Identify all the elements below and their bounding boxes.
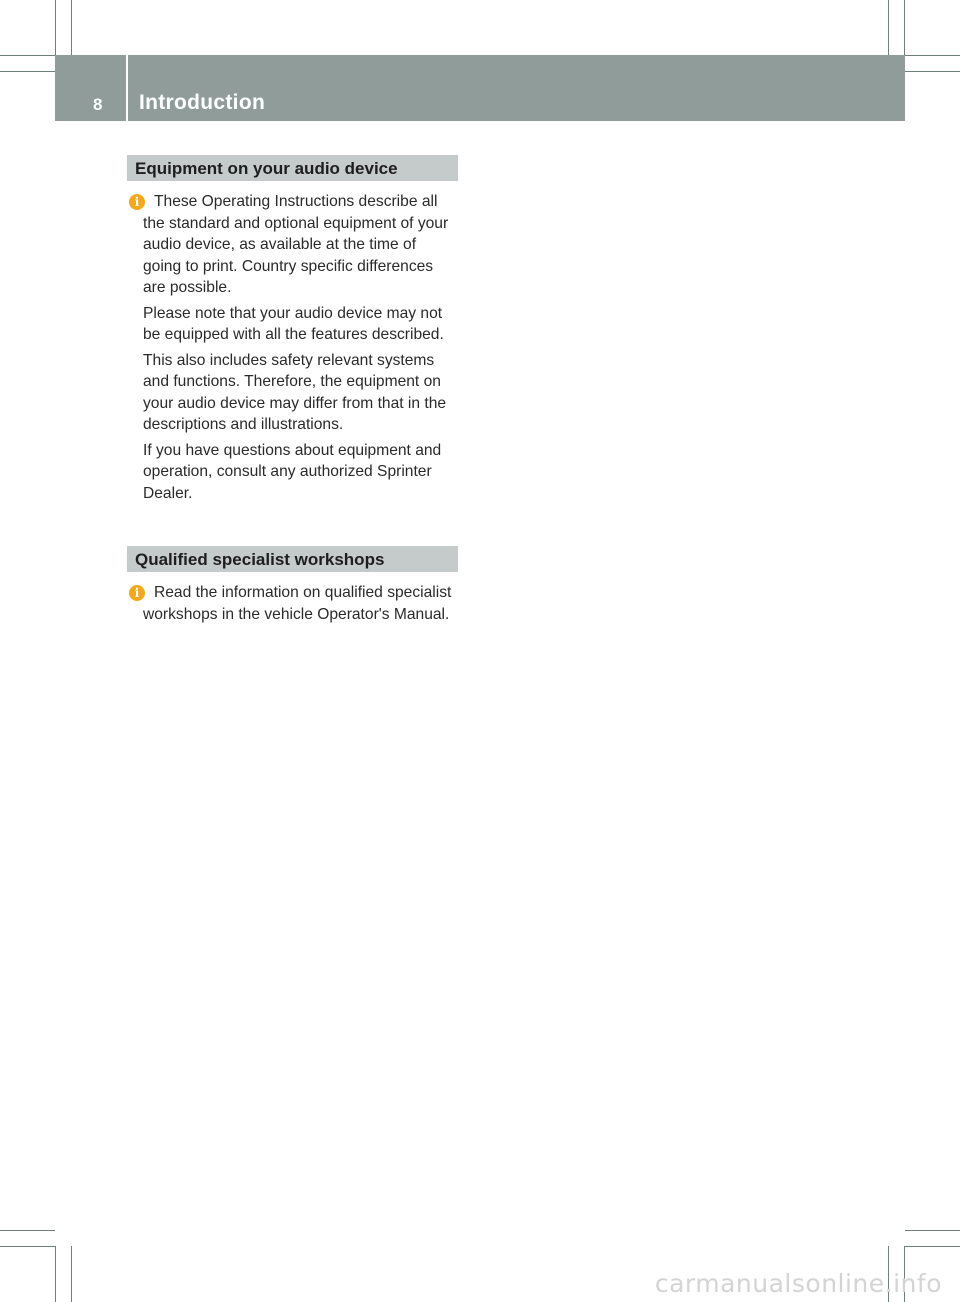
crop-mark xyxy=(0,1230,55,1231)
crop-mark xyxy=(0,1246,55,1247)
crop-mark xyxy=(905,1230,960,1231)
crop-mark xyxy=(904,0,905,55)
paragraph: These Operating Instructions describe all the standard and optional equipment of your audio device, as available at the time of going to print. Country specific differences are possible. xyxy=(143,193,449,296)
section-heading-workshops: Qualified specialist workshops xyxy=(127,546,458,572)
crop-mark xyxy=(905,1246,960,1247)
watermark: carmanualsonline.info xyxy=(654,1269,942,1298)
crop-mark xyxy=(0,55,55,56)
crop-mark xyxy=(71,0,72,55)
crop-mark xyxy=(71,1246,72,1302)
header-divider xyxy=(126,55,128,121)
info-note-equipment xyxy=(127,191,458,504)
paragraph: Please note that your audio device may not be equipped with all the features described. xyxy=(143,304,444,343)
paragraph: Read the information on qualified specialist workshops in the vehicle Operator's Manual. xyxy=(143,584,452,623)
section-heading-equipment: Equipment on your audio device xyxy=(127,155,458,181)
section-title: Introduction xyxy=(139,91,266,114)
page-number: 8 xyxy=(93,95,103,114)
info-icon: i xyxy=(129,194,145,210)
info-note-workshops xyxy=(127,582,458,625)
crop-mark xyxy=(55,1246,56,1302)
crop-mark xyxy=(55,0,56,55)
page-header xyxy=(55,55,905,121)
paragraph: If you have questions about equipment and operation, consult any authorized Sprinter Dealer. xyxy=(143,441,442,502)
crop-mark xyxy=(905,71,960,72)
info-icon: i xyxy=(129,585,145,601)
content-column xyxy=(127,155,458,629)
crop-mark xyxy=(0,71,55,72)
paragraph: This also includes safety relevant systems and functions. Therefore, the equipment on your audio device may differ from that in the descriptions and illustrations. xyxy=(143,351,447,433)
crop-mark xyxy=(905,55,960,56)
crop-mark xyxy=(888,0,889,55)
